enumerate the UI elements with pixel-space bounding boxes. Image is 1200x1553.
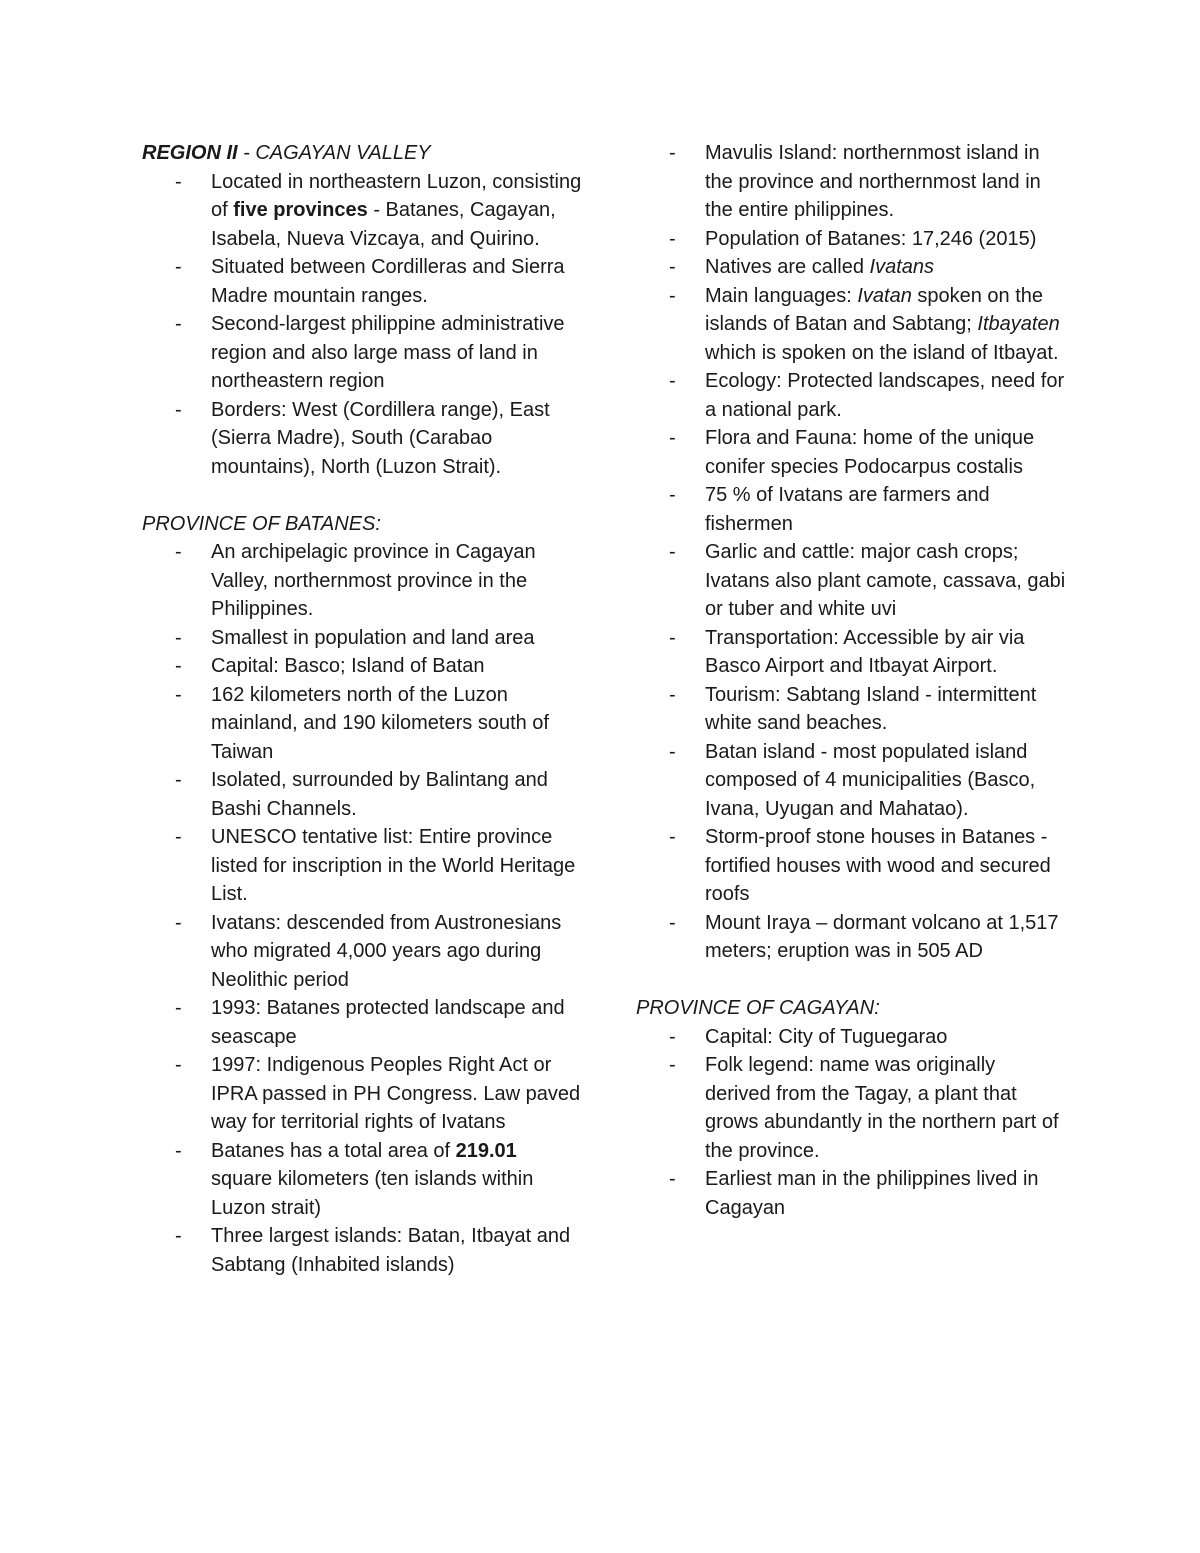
list-item: - Population of Batanes: 17,246 (2015) [636,225,1066,254]
bullet-dash: - [175,655,182,677]
list-item: - Capital: Basco; Island of Batan [142,652,582,681]
list-item: - Main languages: Ivatan spoken on the islands of Batan and Sabtang; Itbayaten which is spoken on the island of Itbayat. [636,282,1066,368]
bullet-dash: - [669,370,676,392]
list-item: - Flora and Fauna: home of the unique conifer species Podocarpus costalis [636,424,1066,481]
batanes-list-right [636,139,1066,966]
bullet-dash: - [175,683,182,706]
list-item: - Batanes has a total area of 219.01 square kilometers (ten islands within Luzon strait) [142,1137,582,1223]
bullet-dash: - [175,1225,182,1247]
list-item: - Natives are called Ivatans [636,253,1066,282]
bold-text: five provinces [233,199,368,221]
bullet-dash: - [175,313,182,335]
list-item: - Mount Iraya – dormant volcano at 1,517 meters; eruption was in 505 AD [636,909,1066,966]
region-heading-rest: - CAGAYAN VALLEY [237,142,431,164]
bullet-dash: - [669,484,676,506]
cagayan-list [636,1023,1066,1223]
bullet-dash: - [175,398,182,421]
list-item: - Mavulis Island: northernmost island in the province and northernmost land in the entire philippines. [636,139,1066,225]
list-item: - Borders: West (Cordillera range), East (Sierra Madre), South (Carabao mountains), North (Luzon Strait). [142,396,582,482]
bullet-dash: - [669,284,676,307]
bullet-dash: - [669,1025,676,1048]
bullet-dash: - [175,911,182,934]
bold-text: 219.01 [455,1139,517,1162]
list-item: - Located in northeastern Luzon, consisting of five provinces - Batanes, Cagayan, Isabela, Nueva Vizcaya, and Quirino. [142,168,582,254]
bullet-dash: - [669,826,676,848]
batanes-list-left [142,538,582,1279]
list-item: - 1993: Batanes protected landscape and seascape [142,994,582,1051]
list-item: - 1997: Indigenous Peoples Right Act or IPRA passed in PH Congress. Law paved way for territorial rights of Ivatans [142,1051,582,1137]
bullet-dash: - [669,1054,676,1076]
list-item: - Smallest in population and land area [142,624,582,653]
list-item: - Batan island - most populated island composed of 4 municipalities (Basco, Ivana, Uyugan and Mahatao). [636,738,1066,824]
right-column [636,139,1066,1222]
region-heading [142,139,582,168]
list-item: - Three largest islands: Batan, Itbayat and Sabtang (Inhabited islands) [142,1222,582,1279]
bullet-dash: - [175,826,182,848]
list-item: - Tourism: Sabtang Island - intermittent white sand beaches. [636,681,1066,738]
list-item: - Folk legend: name was originally derived from the Tagay, a plant that grows abundantly in the northern part of the province. [636,1051,1066,1165]
list-item: - Transportation: Accessible by air via Basco Airport and Itbayat Airport. [636,624,1066,681]
list-item: - Earliest man in the philippines lived in Cagayan [636,1165,1066,1222]
left-column [142,139,582,1279]
bullet-dash: - [669,427,676,449]
bullet-dash: - [669,1168,676,1190]
bullet-dash: - [669,256,676,278]
bullet-dash: - [175,1139,182,1162]
bullet-dash: - [669,541,676,563]
bullet-dash: - [175,997,182,1019]
region-list [142,168,582,482]
list-item: - Storm-proof stone houses in Batanes - fortified houses with wood and secured roofs [636,823,1066,909]
bullet-dash: - [175,256,182,278]
bullet-dash: - [669,626,676,649]
bullet-dash: - [669,683,676,706]
list-item: - Isolated, surrounded by Balintang and Bashi Channels. [142,766,582,823]
list-item: - Ecology: Protected landscapes, need for a national park. [636,367,1066,424]
list-item: - An archipelagic province in Cagayan Valley, northernmost province in the Philippines. [142,538,582,624]
bullet-dash: - [669,227,676,250]
bullet-dash: - [669,911,676,934]
bullet-dash: - [175,769,182,791]
bullet-dash: - [175,1054,182,1076]
cagayan-heading: PROVINCE OF CAGAYAN: [636,997,880,1019]
region-heading-bold: REGION II [142,142,238,164]
list-item: - Capital: City of Tuguegarao [636,1023,1066,1052]
italic-text: Ivatan [857,284,912,307]
batanes-heading: PROVINCE OF BATANES: [142,512,381,535]
bullet-dash: - [175,170,182,193]
list-item: - Garlic and cattle: major cash crops; Ivatans also plant camote, cassava, gabi or tuber and white uvi [636,538,1066,624]
bullet-dash: - [175,541,182,563]
italic-text: Itbayaten [977,313,1060,335]
list-item: - Second-largest philippine administrative region and also large mass of land in northeastern region [142,310,582,396]
list-item: - 162 kilometers north of the Luzon mainland, and 190 kilometers south of Taiwan [142,681,582,767]
list-item: - Situated between Cordilleras and Sierra Madre mountain ranges. [142,253,582,310]
bullet-dash: - [175,626,182,649]
italic-text: Ivatans [869,256,935,278]
bullet-dash: - [669,740,676,763]
list-item: - 75 % of Ivatans are farmers and fishermen [636,481,1066,538]
list-item: - UNESCO tentative list: Entire province listed for inscription in the World Heritage List. [142,823,582,909]
list-item: - Ivatans: descended from Austronesians who migrated 4,000 years ago during Neolithic period [142,909,582,995]
bullet-dash: - [669,142,676,164]
